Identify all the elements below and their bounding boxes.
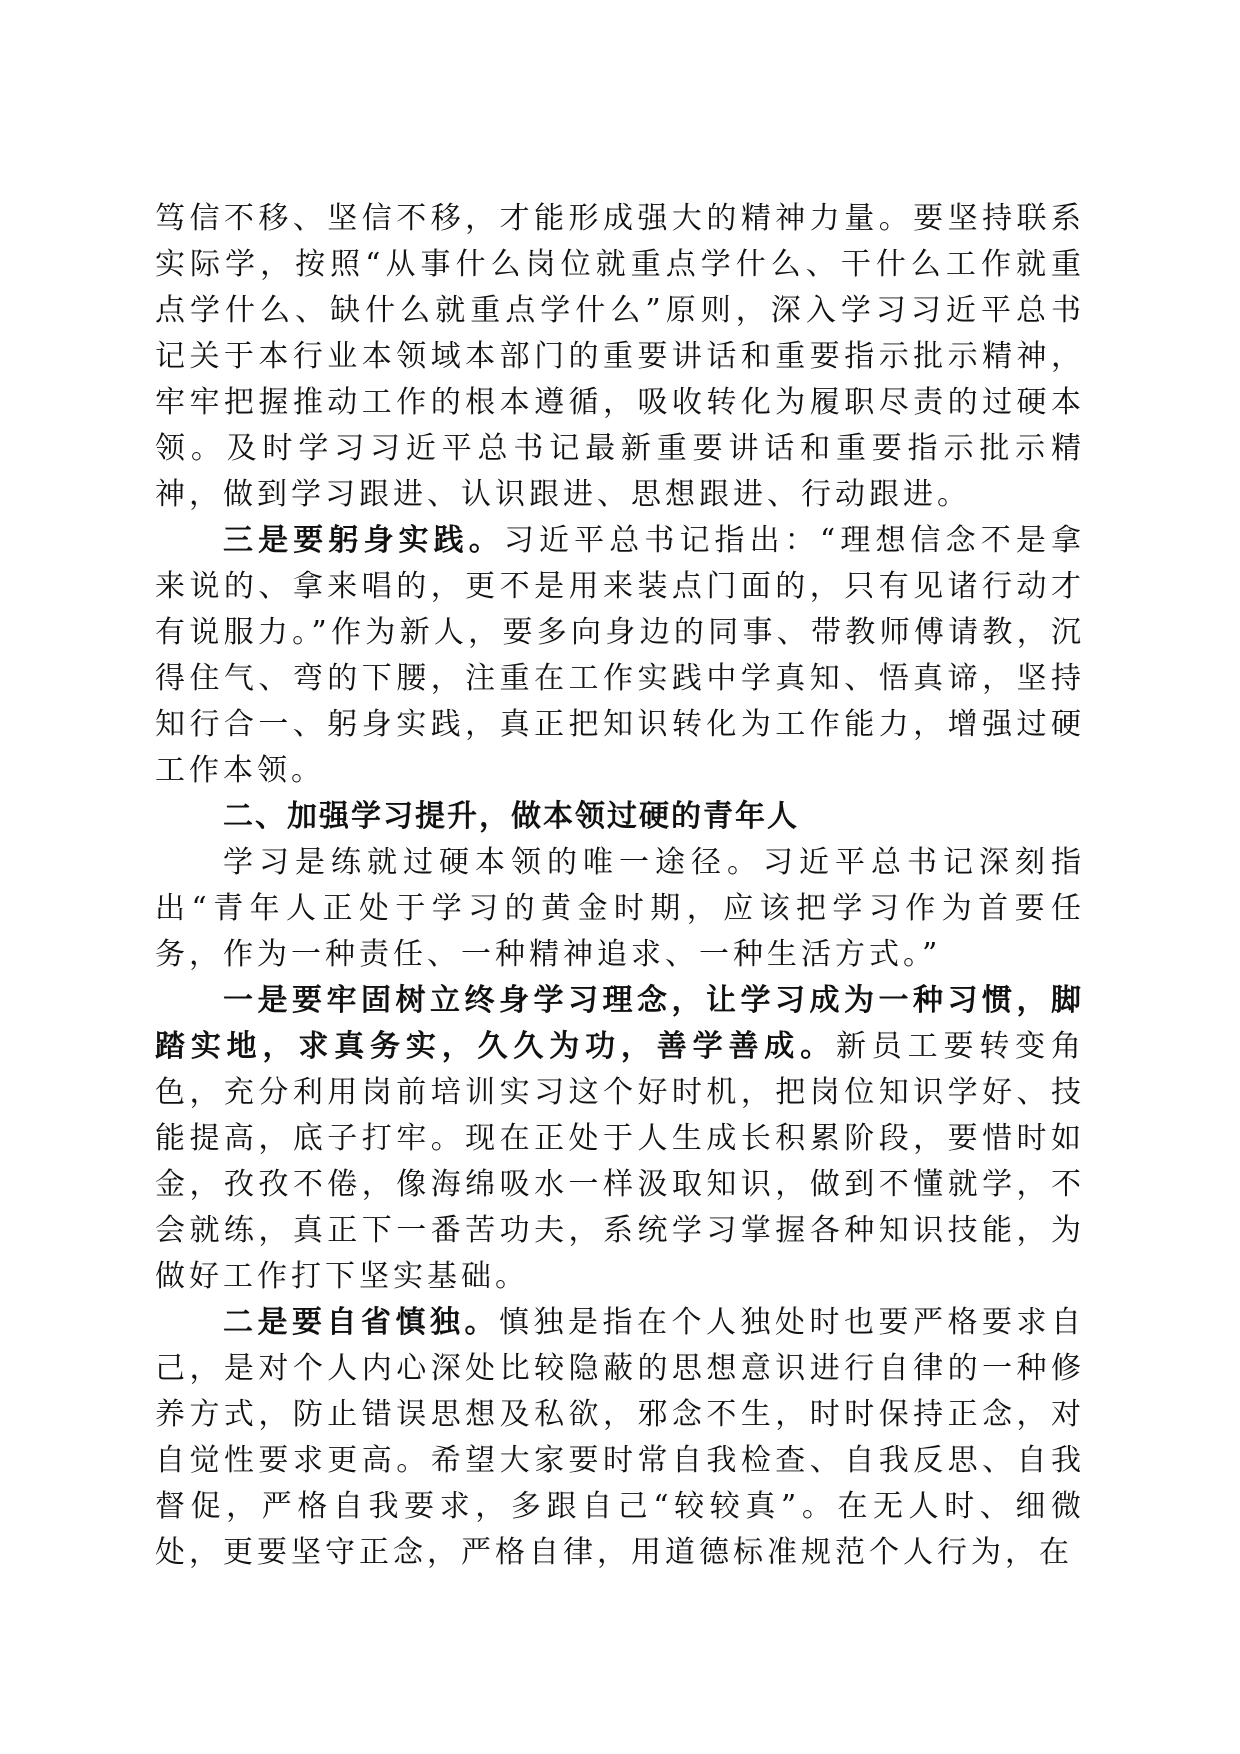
paragraph-lifelong-learning [155,978,1085,1300]
section-heading: 二、加强学习提升，做本领过硬的青年人 [223,799,799,834]
paragraph-text: 习近平总书记指出：“理想信念不是拿来说的、拿来唱的，更不是用来装点门面的，只有见诸行动才有说服力。”作为新人，要多向身边的同事、带教师傅请教，沉得住气、弯的下腰，注重在工作实践中学真知、悟真谛，坚持知行合一、躬身实践，真正把知识转化为工作能力，增强过硬工作本领。 [155,523,1085,788]
paragraph-lead: 三是要躬身实践。 [223,523,504,558]
paragraph-lead: 一是要牢固树立终身学习理念，让学习成为一种习惯，脚踏实地，求真务实，久久为功，善学善成。 [155,983,1085,1064]
paragraph-learning-intro: 学习是练就过硬本领的唯一途径。习近平总书记深刻指出“青年人正处于学习的黄金时期，应该把学习作为首要任务，作为一种责任、一种精神追求、一种生活方式。” [155,845,1085,972]
paragraph-text: 慎独是指在个人独处时也要严格要求自己，是对个人内心深处比较隐蔽的思想意识进行自律的一种修养方式，防止错误思想及私欲，邪念不生，时时保持正念，对自觉性要求更高。希望大家要时常自我检查、自我反思、自我督促，严格自我要求，多跟自己“较较真”。在无人时、细微处，更要坚守正念，严格自律，用道德标准规范个人行为，在 [155,1305,1085,1570]
paragraph-lead: 二是要自省慎独。 [223,1305,499,1340]
paragraph-text: 新员工要转变角色，充分利用岗前培训实习这个好时机，把岗位知识学好、技能提高，底子打牢。现在正处于人生成长积累阶段，要惜时如金，孜孜不倦，像海绵吸水一样汲取知识，做到不懂就学，不会就练，真正下一番苦功夫，系统学习掌握各种知识技能，为做好工作打下坚实基础。 [155,1029,1086,1294]
document-body [155,196,1085,1576]
paragraph-practice [155,518,1085,794]
paragraph-self-discipline [155,1300,1085,1576]
paragraph-continuation: 笃信不移、坚信不移，才能形成强大的精神力量。要坚持联系实际学，按照“从事什么岗位就重点学什么、干什么工作就重点学什么、缺什么就重点学什么”原则，深入学习习近平总书记关于本行业本领域本部门的重要讲话和重要指示批示精神，牢牢把握推动工作的根本遵循，吸收转化为履职尽责的过硬本领。及时学习习近平总书记最新重要讲话和重要指示批示精神，做到学习跟进、认识跟进、思想跟进、行动跟进。 [155,201,1085,512]
